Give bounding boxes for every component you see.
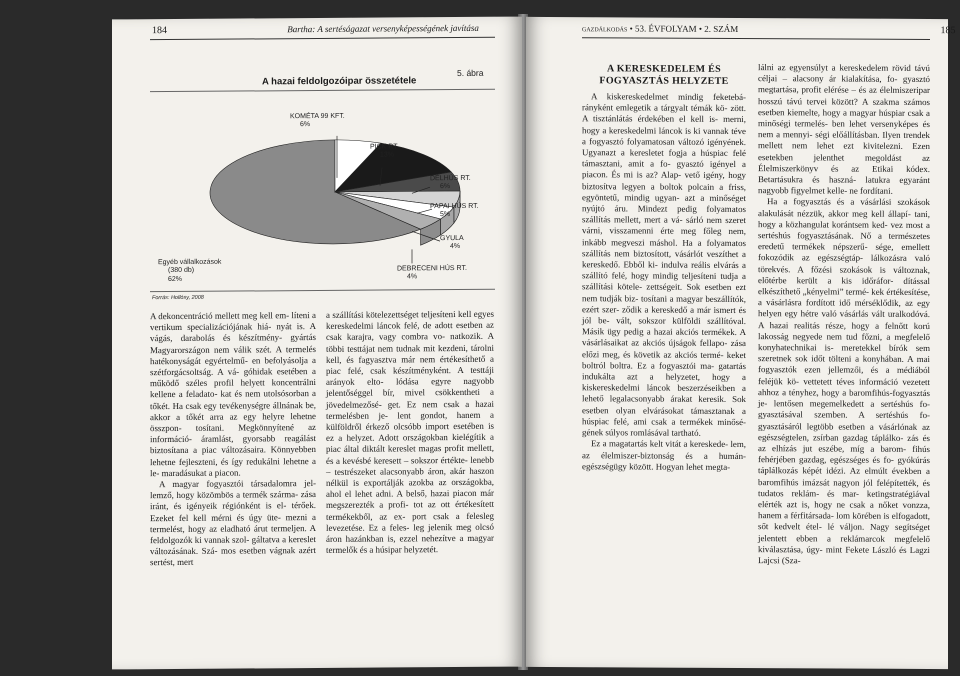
pie-label-value: 5% — [440, 211, 451, 219]
pie-label — [158, 259, 221, 285]
figure-source: Forrás: Hollósy, 2008 — [152, 294, 204, 302]
left-page-number: 184 — [152, 25, 167, 37]
right-page-header — [582, 23, 956, 36]
pie-label-name: PAPAI HÚS RT. — [430, 202, 479, 211]
figure-title: A hazai feldolgozóipar összetétele — [262, 75, 417, 88]
header-rule — [582, 37, 930, 40]
pie-label-value: 13% — [380, 151, 395, 159]
left-page-header — [152, 23, 479, 36]
pie-label — [370, 143, 398, 160]
left-page — [112, 17, 522, 670]
header-rule — [150, 37, 495, 40]
right-running-head: gazdálkodás • 53. ÉVFOLYAM • 2. SZÁM — [582, 23, 739, 35]
section-title: A KERESKEDELEM ÉS FOGYASZTÁS HELYZETE — [599, 63, 729, 87]
right-page-column-2 — [758, 62, 930, 567]
figure-top-rule — [150, 89, 495, 92]
pie-label-value: 4% — [450, 243, 461, 251]
pie-label-sublabel: (380 db) — [168, 267, 195, 275]
paragraph: A magyar fogyasztói társadalomra jel- lemző, hogy közömbös a termék szárma- zása iránt, és igényeik régiónként is el- térőek. Ezeket fel kell mérni és úgy üte- mezni a termelést, hogy az eladható árut termeljen. A feldolgozók ki vannak szol- gáltatva a kereslet változásának. Szá- mos esetben vágnak azért sertést, mert — [150, 478, 316, 568]
pie-label — [290, 113, 345, 130]
paragraph: Ha a fogyasztás és a vásárlási szokások alakulását nézzük, akkor meg kell állapí- tani, hogy a közhangulat korántsem ked- vez most a sertéshús fogyasztásának. Nő a természetes eredetű termékek népszerű- sége, emellett fokozódik az egészségtáp- lálkozásra való törekvés. A főzési szokások is változnak, előtérbe került a kis időráfor- dítással elkészíthető „kényelmi” termé- kek értékesítése, a vásárlásra fordított idő mérséklődik, az egy helyen egy hétre való vásárlás vált uralkodóvá. A hazai realitás része, hogy a felnőtt korú lakosság negyede nem tud főzni, a megfelelő konyhatechnikai is- meretekkel bírók sem szeretnek sok időt tölteni a konyhában. A mai fogyasztók ezen jellemzői, és a médiából feléjük kö- vettetett téves információ vezetett ahhoz a tényhez, hogy a baromfihús-fogyasztás je- lentősen megemelkedett a sertéshús fo- gyasztásával szemben. A sertéshús fo- gyasztásáról legtöbb esetben a vásárlónak az egészségtelen, zsírban gazdag táplálko- zás és az elhízás jut eszébe, míg a barom- fihús fehérjében gazdag, egészséges és fo- gyókúrás táplálkozás képét idézi. Az elmúlt években a baromfihús imázsát nagyon jól felépítették, és tudatos reklám- és mar- ketingstratégiával elérték azt is, hogy ne csak a nőket vonzza, hanem a férfitársada- lom körében is elfogadott, sőt kedvelt étel- lé váljon. Nagy segítséget jelentett ebben a reklámarcok megfelelő kiválasztása, úgy- mint Fekete László és Lagzi Lajcsi (Sza- — [758, 196, 930, 566]
left-page-column-2 — [326, 309, 494, 557]
pie-label-value: 4% — [407, 273, 418, 281]
pie-label-name: Egyéb vállalkozások — [158, 258, 222, 267]
pie-label-value: 6% — [300, 121, 311, 129]
pie-label — [440, 235, 464, 252]
pie-label-name: DÉLHÚS RT. — [430, 174, 471, 183]
paragraph: a szállítási kötelezettséget teljesíteni kell egyes kereskedelmi láncok felé, de adott esetben az csak karajra, vagy combra vo- natkozik. A többi testtájat nem tudnak mit kezdeni, tárolni kell, és fagyasztva már nem értékesíthető a piac felé, csak készítményként. A testtáji arányok elto- lódása egyre nagyobb jelentőséggel bír, mivel csökkentheti a jövedelmezősé- get. Ez nem csak a hazai termelésben je- lent gondot, hanem a külföldről érkező olcsóbb import esetében is ez a helyzet. Adott országokban kielégítik a piac által diktált kereslet magas profit mellett, és a kevésbé keresett – sokszor értékte- lenebb – testrészeket alacsonyabb áron, akár haszon nélkül is exportálják azokba az országokba, ahol el lehet adni. A belső, hazai piacon már megszerezték a profi- tot az ott értékesített termékekből, az ex- port csak a felesleg levezetése. Ez a feles- leg jelenik meg olcsó áron hazánkban is, ezzel nehezítve a magyar termelők és a húsipar helyzetét. — [326, 308, 494, 556]
paragraph: A kiskereskedelmet mindig feketebá- rányként emlegetik a tárgyalt témák kö- zött. A tisztánlátás érdekében el kell is- merni, hogy a kereskedelmi láncok is ki vannak téve a fogyasztó folyamatosan változó igényének. Ugyanazt a keresletet fogja a húspiac felé támasztani, amit a fo- gyasztó igényel a piacon. És mi is az? Alap- vető igény, hogy biztosítva legyen a boltok polcain a friss, egyöntetű, mindig ugyan- azt a minőséget nyújtó áru. Mindezt pedig folyamatos szállítás mellett, mert a vá- sárló nem szeret várni, visszamenni érte meg főleg nem, inkább megveszi máshol. Ha a folyamatos szállítás nem biztosított, vásárlót veszíthet a kereskedő. Ebből ki- indulva reális elvárás a szállító felé, hogy mindig teljesíteni tudja a szállítási kötele- zettségeit. Sok esetben ezt nem tudják biz- tosítani a magyar beszállítók, ezért szer- ződik a kereskedő a már ismert és jól be- vált, sokszor külföldi szállítóval. Másik ügy pedig a hazai akciós termékek. A vásárlásaikat az akciós újságok fellapo- zása előzi meg, és követik az akciós termé- keket boltról boltra. Ez a fogyasztói ma- gatartás indukálta azt a helyzetet, hogy a kiskereskedelmi láncok beszerzéseikben a lehető legalacsonyabb árakat keresik. Sok esetben olyan elvárásokat támasztanak a húspiac felé, ami csak a termékek minősé- gének súlyos romlásával tartható. — [582, 91, 746, 438]
pie-label-name: PICK RT — [370, 143, 398, 151]
pie-label-name: KOMÉTA 99 KFT. — [290, 112, 345, 121]
paragraph: lálni az egyensúlyt a kereskedelem rövid távú céljai – alacsony ár kialakítása, fo- gyasztó megtartása, profit elérése – és az élelmiszeripar hosszú távú tervei között? A szakma számos esetben kiemelte, hogy a magyar húspiar csak a minőségi termelés- ben lehet versenyképes és nem a mennyi- ségi előállításban. Ilyen trendek mellett nem lehet ezt kivitelezni. Ezen esetekben jelenthet megoldást az Élelmiszerkönyv és az Etikai kódex. Betartásukra és haszná- latukra egyaránt nagyobb figyelmet kelle- ne fordítani. — [758, 62, 930, 197]
pie-label-value: 6% — [440, 183, 451, 191]
paragraph: A dekoncentráció mellett meg kell em- líteni a vertikum specializációjának hiá- nyát is. A vágás, darabolás és készítmény- gyártás Magyarországon nem válik szét. A termelés hatékonyságát egyértelmű- en befolyásolja a szétforgácsoltság. A vá- góhidak esetében a működő széles profil helyett koncentrálni kellene a feladato- kat és nem utolsósorban a tőkét. Ha csak egy tevékenységre állnának be, akkor a tőkét arra az egy helyre lehetne összpon- tosítani. Megkönnyítené az információ- áramlást, gyorsabb reagálást biztosítana a piac változásaira. Könnyebben lehetne fejleszteni, és így redukálni lehetne a le- maradásukat a piacon. — [150, 310, 316, 479]
right-page-number: 185 — [940, 25, 956, 37]
figure-number: 5. ábra — [457, 67, 484, 79]
pie-label-value: 62% — [168, 275, 183, 283]
right-page-column-1 — [582, 63, 746, 473]
right-page — [526, 17, 956, 669]
pie-label — [397, 265, 467, 282]
pie-label-name: GYULA — [440, 234, 464, 243]
pie-label — [430, 203, 479, 220]
pie-label — [430, 175, 471, 192]
pie-label-name: DEBRECENI HÚS RT. — [397, 264, 467, 273]
left-running-head: Bartha: A sertéságazat versenyképességének javítása — [287, 22, 479, 35]
paragraph: Ez a magatartás kelt vitát a kereskede- lem, az élelmiszer-biztonság és a humán- egészségügy között. Hogyan lehet megta- — [582, 438, 746, 472]
left-page-column-1 — [150, 310, 316, 569]
